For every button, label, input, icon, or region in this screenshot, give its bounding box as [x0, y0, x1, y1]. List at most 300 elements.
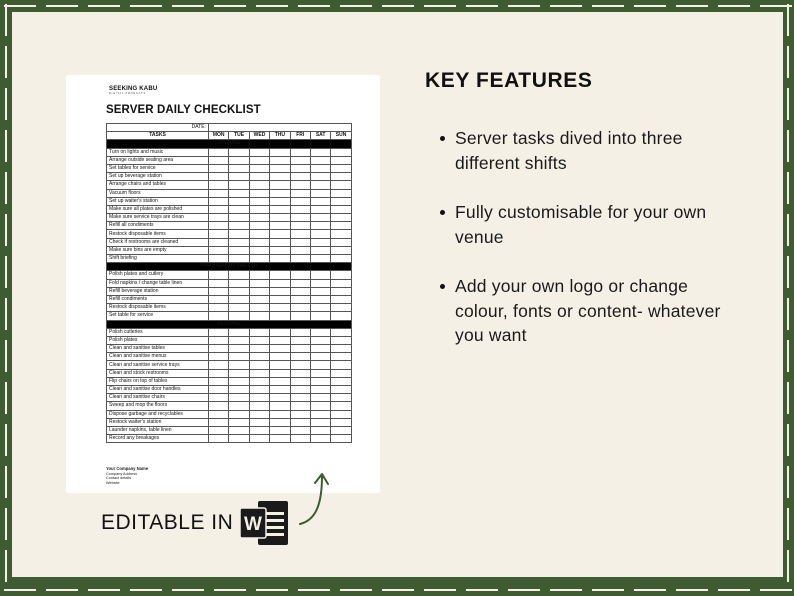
check-cell[interactable]	[249, 410, 269, 418]
task-label: Clean and sanitise tables	[107, 345, 209, 353]
check-cell[interactable]	[310, 238, 330, 246]
check-cell[interactable]	[209, 295, 229, 303]
check-cell[interactable]	[310, 361, 330, 369]
check-cell[interactable]	[229, 402, 249, 410]
border-dash	[5, 424, 7, 456]
check-cell[interactable]	[331, 345, 351, 353]
border-dash	[340, 589, 372, 591]
check-cell[interactable]	[310, 197, 330, 205]
check-cell[interactable]	[290, 173, 310, 181]
check-cell[interactable]	[270, 394, 290, 402]
check-cell[interactable]	[290, 230, 310, 238]
check-cell[interactable]	[270, 255, 290, 263]
check-cell[interactable]	[229, 418, 249, 426]
check-cell[interactable]	[249, 426, 269, 434]
check-cell[interactable]	[249, 377, 269, 385]
check-cell[interactable]	[209, 197, 229, 205]
check-cell[interactable]	[209, 222, 229, 230]
border-dash	[130, 589, 162, 591]
border-dash	[718, 589, 750, 591]
border-dash	[5, 172, 7, 204]
border-dash	[787, 88, 789, 120]
check-cell[interactable]	[290, 369, 310, 377]
check-cell[interactable]	[331, 369, 351, 377]
check-cell[interactable]	[290, 189, 310, 197]
check-cell[interactable]	[290, 361, 310, 369]
section-header: CLOSING	[107, 320, 352, 328]
check-cell[interactable]	[229, 197, 249, 205]
task-row	[107, 287, 352, 295]
check-cell[interactable]	[270, 230, 290, 238]
check-cell[interactable]	[229, 246, 249, 254]
check-cell[interactable]	[209, 402, 229, 410]
check-cell[interactable]	[290, 222, 310, 230]
check-cell[interactable]	[331, 205, 351, 213]
check-cell[interactable]	[331, 426, 351, 434]
check-cell[interactable]	[229, 271, 249, 279]
check-cell[interactable]	[270, 402, 290, 410]
check-cell[interactable]	[229, 238, 249, 246]
check-cell[interactable]	[229, 189, 249, 197]
check-cell[interactable]	[310, 148, 330, 156]
check-cell[interactable]	[270, 205, 290, 213]
check-cell[interactable]	[331, 394, 351, 402]
check-cell[interactable]	[310, 222, 330, 230]
check-cell[interactable]	[270, 246, 290, 254]
check-cell[interactable]	[209, 189, 229, 197]
check-cell[interactable]	[290, 164, 310, 172]
check-cell[interactable]	[229, 345, 249, 353]
check-cell[interactable]	[290, 279, 310, 287]
date-label: DATE:	[107, 124, 209, 132]
check-cell[interactable]	[290, 197, 310, 205]
task-row	[107, 189, 352, 197]
check-cell[interactable]	[331, 173, 351, 181]
check-cell[interactable]	[229, 148, 249, 156]
check-cell[interactable]	[310, 287, 330, 295]
check-cell[interactable]	[249, 271, 269, 279]
check-cell[interactable]	[249, 402, 269, 410]
border-dash	[424, 5, 456, 7]
check-cell[interactable]	[331, 353, 351, 361]
check-cell[interactable]	[310, 410, 330, 418]
check-cell[interactable]	[310, 386, 330, 394]
task-row	[107, 173, 352, 181]
check-cell[interactable]	[249, 164, 269, 172]
check-cell[interactable]	[310, 369, 330, 377]
check-cell[interactable]	[310, 271, 330, 279]
top-dash-border	[0, 5, 794, 7]
check-cell[interactable]	[270, 369, 290, 377]
check-cell[interactable]	[229, 328, 249, 336]
check-cell[interactable]	[331, 279, 351, 287]
check-cell[interactable]	[249, 156, 269, 164]
check-cell[interactable]	[290, 287, 310, 295]
check-cell[interactable]	[209, 410, 229, 418]
check-cell[interactable]	[209, 205, 229, 213]
check-cell[interactable]	[270, 197, 290, 205]
check-cell[interactable]	[249, 345, 269, 353]
check-cell[interactable]	[310, 328, 330, 336]
check-cell[interactable]	[270, 181, 290, 189]
brand-tagline: DIGITAL PRODUCTS	[109, 92, 146, 95]
check-cell[interactable]	[270, 386, 290, 394]
task-row	[107, 230, 352, 238]
check-cell[interactable]	[249, 173, 269, 181]
check-cell[interactable]	[290, 426, 310, 434]
border-dash	[214, 589, 246, 591]
task-label: Arrange chairs and tables	[107, 181, 209, 189]
check-cell[interactable]	[249, 361, 269, 369]
task-label: Refill all condiments	[107, 222, 209, 230]
check-cell[interactable]	[229, 426, 249, 434]
border-dash	[5, 340, 7, 372]
day-header: MON	[209, 132, 229, 140]
check-cell[interactable]	[270, 345, 290, 353]
check-cell[interactable]	[290, 181, 310, 189]
check-cell[interactable]	[229, 336, 249, 344]
check-cell[interactable]	[209, 230, 229, 238]
check-cell[interactable]	[331, 402, 351, 410]
check-cell[interactable]	[270, 238, 290, 246]
check-cell[interactable]	[331, 386, 351, 394]
check-cell[interactable]	[229, 164, 249, 172]
check-cell[interactable]	[270, 156, 290, 164]
check-cell[interactable]	[229, 394, 249, 402]
task-row	[107, 361, 352, 369]
task-label: Make sure all plates are polished	[107, 205, 209, 213]
check-cell[interactable]	[310, 164, 330, 172]
check-cell[interactable]	[209, 164, 229, 172]
check-cell[interactable]	[270, 295, 290, 303]
check-cell[interactable]	[249, 336, 269, 344]
check-cell[interactable]	[331, 197, 351, 205]
check-cell[interactable]	[270, 336, 290, 344]
check-cell[interactable]	[290, 312, 310, 320]
check-cell[interactable]	[331, 410, 351, 418]
border-dash	[550, 589, 582, 591]
check-cell[interactable]	[270, 148, 290, 156]
check-cell[interactable]	[270, 312, 290, 320]
check-cell[interactable]	[310, 418, 330, 426]
task-row	[107, 426, 352, 434]
check-cell[interactable]	[249, 386, 269, 394]
check-cell[interactable]	[209, 304, 229, 312]
check-cell[interactable]	[290, 353, 310, 361]
check-cell[interactable]	[209, 279, 229, 287]
check-cell[interactable]	[270, 222, 290, 230]
task-label: Launder napkins, table linen	[107, 426, 209, 434]
check-cell[interactable]	[331, 246, 351, 254]
check-cell[interactable]	[249, 279, 269, 287]
check-cell[interactable]	[310, 402, 330, 410]
check-cell[interactable]	[249, 189, 269, 197]
feature-item: Add your own logo or change colour, fonts or content- whatever you want	[440, 274, 740, 348]
check-cell[interactable]	[229, 181, 249, 189]
check-cell[interactable]	[331, 255, 351, 263]
check-cell[interactable]	[310, 304, 330, 312]
check-cell[interactable]	[270, 353, 290, 361]
check-cell[interactable]	[249, 255, 269, 263]
check-cell[interactable]	[229, 279, 249, 287]
check-cell[interactable]	[310, 246, 330, 254]
check-cell[interactable]	[331, 181, 351, 189]
check-cell[interactable]	[209, 426, 229, 434]
check-cell[interactable]	[290, 435, 310, 443]
check-cell[interactable]	[270, 418, 290, 426]
right-dash-border	[787, 0, 789, 596]
check-cell[interactable]	[229, 255, 249, 263]
check-cell[interactable]	[209, 369, 229, 377]
check-cell[interactable]	[310, 181, 330, 189]
border-dash	[676, 589, 708, 591]
check-cell[interactable]	[310, 156, 330, 164]
section-row	[107, 263, 352, 271]
check-cell[interactable]	[290, 336, 310, 344]
check-cell[interactable]	[209, 345, 229, 353]
check-cell[interactable]	[290, 377, 310, 385]
check-cell[interactable]	[249, 148, 269, 156]
check-cell[interactable]	[310, 230, 330, 238]
check-cell[interactable]	[209, 435, 229, 443]
check-cell[interactable]	[290, 271, 310, 279]
check-cell[interactable]	[310, 312, 330, 320]
check-cell[interactable]	[310, 279, 330, 287]
check-cell[interactable]	[229, 230, 249, 238]
check-cell[interactable]	[229, 156, 249, 164]
check-cell[interactable]	[331, 435, 351, 443]
check-cell[interactable]	[331, 328, 351, 336]
check-cell[interactable]	[290, 214, 310, 222]
check-cell[interactable]	[270, 304, 290, 312]
check-cell[interactable]	[331, 148, 351, 156]
check-cell[interactable]	[209, 173, 229, 181]
check-cell[interactable]	[331, 214, 351, 222]
border-dash	[382, 589, 414, 591]
check-cell[interactable]	[310, 336, 330, 344]
check-cell[interactable]	[331, 304, 351, 312]
check-cell[interactable]	[249, 205, 269, 213]
check-cell[interactable]	[209, 246, 229, 254]
check-cell[interactable]	[331, 287, 351, 295]
check-cell[interactable]	[270, 377, 290, 385]
check-cell[interactable]	[209, 361, 229, 369]
border-dash	[46, 589, 78, 591]
check-cell[interactable]	[249, 328, 269, 336]
border-dash	[718, 5, 750, 7]
border-dash	[5, 130, 7, 162]
check-cell[interactable]	[229, 304, 249, 312]
check-cell[interactable]	[209, 353, 229, 361]
check-cell[interactable]	[310, 189, 330, 197]
task-row	[107, 377, 352, 385]
check-cell[interactable]	[290, 386, 310, 394]
check-cell[interactable]	[290, 410, 310, 418]
border-dash	[592, 589, 624, 591]
check-cell[interactable]	[290, 295, 310, 303]
check-cell[interactable]	[331, 271, 351, 279]
check-cell[interactable]	[209, 255, 229, 263]
check-cell[interactable]	[270, 279, 290, 287]
border-dash	[46, 5, 78, 7]
tasks-header: TASKS	[107, 132, 209, 140]
check-cell[interactable]	[229, 377, 249, 385]
check-cell[interactable]	[209, 287, 229, 295]
check-cell[interactable]	[270, 328, 290, 336]
check-cell[interactable]	[331, 377, 351, 385]
border-dash	[5, 466, 7, 498]
check-cell[interactable]	[290, 345, 310, 353]
border-dash	[256, 589, 288, 591]
check-cell[interactable]	[249, 394, 269, 402]
border-dash	[214, 5, 246, 7]
check-cell[interactable]	[290, 304, 310, 312]
check-cell[interactable]	[310, 214, 330, 222]
check-cell[interactable]	[249, 353, 269, 361]
check-cell[interactable]	[209, 386, 229, 394]
check-cell[interactable]	[249, 246, 269, 254]
check-cell[interactable]	[249, 197, 269, 205]
check-cell[interactable]	[249, 369, 269, 377]
check-cell[interactable]	[331, 164, 351, 172]
task-label: Clean and sanitise menus	[107, 353, 209, 361]
check-cell[interactable]	[209, 394, 229, 402]
check-cell[interactable]	[229, 386, 249, 394]
check-cell[interactable]	[310, 205, 330, 213]
brand-logo: SEEKING KABU	[109, 86, 158, 92]
check-cell[interactable]	[270, 189, 290, 197]
border-dash	[787, 4, 789, 36]
check-cell[interactable]	[229, 435, 249, 443]
check-cell[interactable]	[249, 304, 269, 312]
check-cell[interactable]	[331, 418, 351, 426]
check-cell[interactable]	[229, 214, 249, 222]
check-cell[interactable]	[270, 214, 290, 222]
check-cell[interactable]	[270, 271, 290, 279]
check-cell[interactable]	[290, 402, 310, 410]
check-cell[interactable]	[229, 222, 249, 230]
check-cell[interactable]	[209, 156, 229, 164]
check-cell[interactable]	[270, 164, 290, 172]
check-cell[interactable]	[229, 369, 249, 377]
check-cell[interactable]	[290, 328, 310, 336]
section-header: THROUGHOUT THE DAY	[107, 263, 352, 271]
check-cell[interactable]	[270, 361, 290, 369]
check-cell[interactable]	[229, 361, 249, 369]
check-cell[interactable]	[249, 214, 269, 222]
check-cell[interactable]	[331, 222, 351, 230]
check-cell[interactable]	[310, 173, 330, 181]
check-cell[interactable]	[331, 189, 351, 197]
check-cell[interactable]	[209, 238, 229, 246]
task-label: Record any breakages	[107, 435, 209, 443]
check-cell[interactable]	[331, 361, 351, 369]
check-cell[interactable]	[249, 181, 269, 189]
border-dash	[787, 340, 789, 372]
check-cell[interactable]	[209, 328, 229, 336]
check-cell[interactable]	[331, 156, 351, 164]
check-cell[interactable]	[249, 295, 269, 303]
task-label: Refill beverage station	[107, 287, 209, 295]
check-cell[interactable]	[310, 394, 330, 402]
key-features-list	[440, 126, 740, 373]
check-cell[interactable]	[209, 148, 229, 156]
task-row	[107, 164, 352, 172]
check-cell[interactable]	[229, 353, 249, 361]
check-cell[interactable]	[290, 238, 310, 246]
check-cell[interactable]	[270, 410, 290, 418]
check-cell[interactable]	[331, 238, 351, 246]
check-cell[interactable]	[229, 295, 249, 303]
border-dash	[508, 5, 540, 7]
check-cell[interactable]	[249, 312, 269, 320]
check-cell[interactable]	[270, 435, 290, 443]
check-cell[interactable]	[270, 173, 290, 181]
task-label: Polish plates	[107, 336, 209, 344]
task-row	[107, 181, 352, 189]
check-cell[interactable]	[331, 295, 351, 303]
border-dash	[508, 589, 540, 591]
check-cell[interactable]	[209, 418, 229, 426]
check-cell[interactable]	[270, 426, 290, 434]
check-cell[interactable]	[209, 377, 229, 385]
check-cell[interactable]	[229, 173, 249, 181]
check-cell[interactable]	[290, 156, 310, 164]
border-dash	[130, 5, 162, 7]
check-cell[interactable]	[249, 222, 269, 230]
check-cell[interactable]	[290, 255, 310, 263]
feature-item: Fully customisable for your own venue	[440, 200, 740, 249]
check-cell[interactable]	[290, 418, 310, 426]
check-cell[interactable]	[209, 336, 229, 344]
check-cell[interactable]	[310, 377, 330, 385]
check-cell[interactable]	[249, 238, 269, 246]
check-cell[interactable]	[229, 205, 249, 213]
check-cell[interactable]	[310, 435, 330, 443]
check-cell[interactable]	[290, 246, 310, 254]
check-cell[interactable]	[310, 255, 330, 263]
check-cell[interactable]	[331, 312, 351, 320]
check-cell[interactable]	[310, 295, 330, 303]
check-cell[interactable]	[249, 230, 269, 238]
check-cell[interactable]	[249, 287, 269, 295]
check-cell[interactable]	[290, 148, 310, 156]
check-cell[interactable]	[209, 214, 229, 222]
check-cell[interactable]	[310, 426, 330, 434]
task-row	[107, 238, 352, 246]
check-cell[interactable]	[270, 287, 290, 295]
check-cell[interactable]	[209, 312, 229, 320]
check-cell[interactable]	[331, 230, 351, 238]
check-cell[interactable]	[290, 394, 310, 402]
border-dash	[5, 88, 7, 120]
check-cell[interactable]	[229, 410, 249, 418]
check-cell[interactable]	[209, 271, 229, 279]
task-row	[107, 295, 352, 303]
check-cell[interactable]	[229, 287, 249, 295]
check-cell[interactable]	[290, 205, 310, 213]
task-label: Sweep and mop the floors	[107, 402, 209, 410]
check-cell[interactable]	[310, 345, 330, 353]
check-cell[interactable]	[331, 336, 351, 344]
check-cell[interactable]	[310, 353, 330, 361]
check-cell[interactable]	[249, 418, 269, 426]
check-cell[interactable]	[209, 181, 229, 189]
check-cell[interactable]	[229, 312, 249, 320]
check-cell[interactable]	[249, 435, 269, 443]
date-field[interactable]	[209, 124, 352, 132]
task-label: Polish cutleries	[107, 328, 209, 336]
